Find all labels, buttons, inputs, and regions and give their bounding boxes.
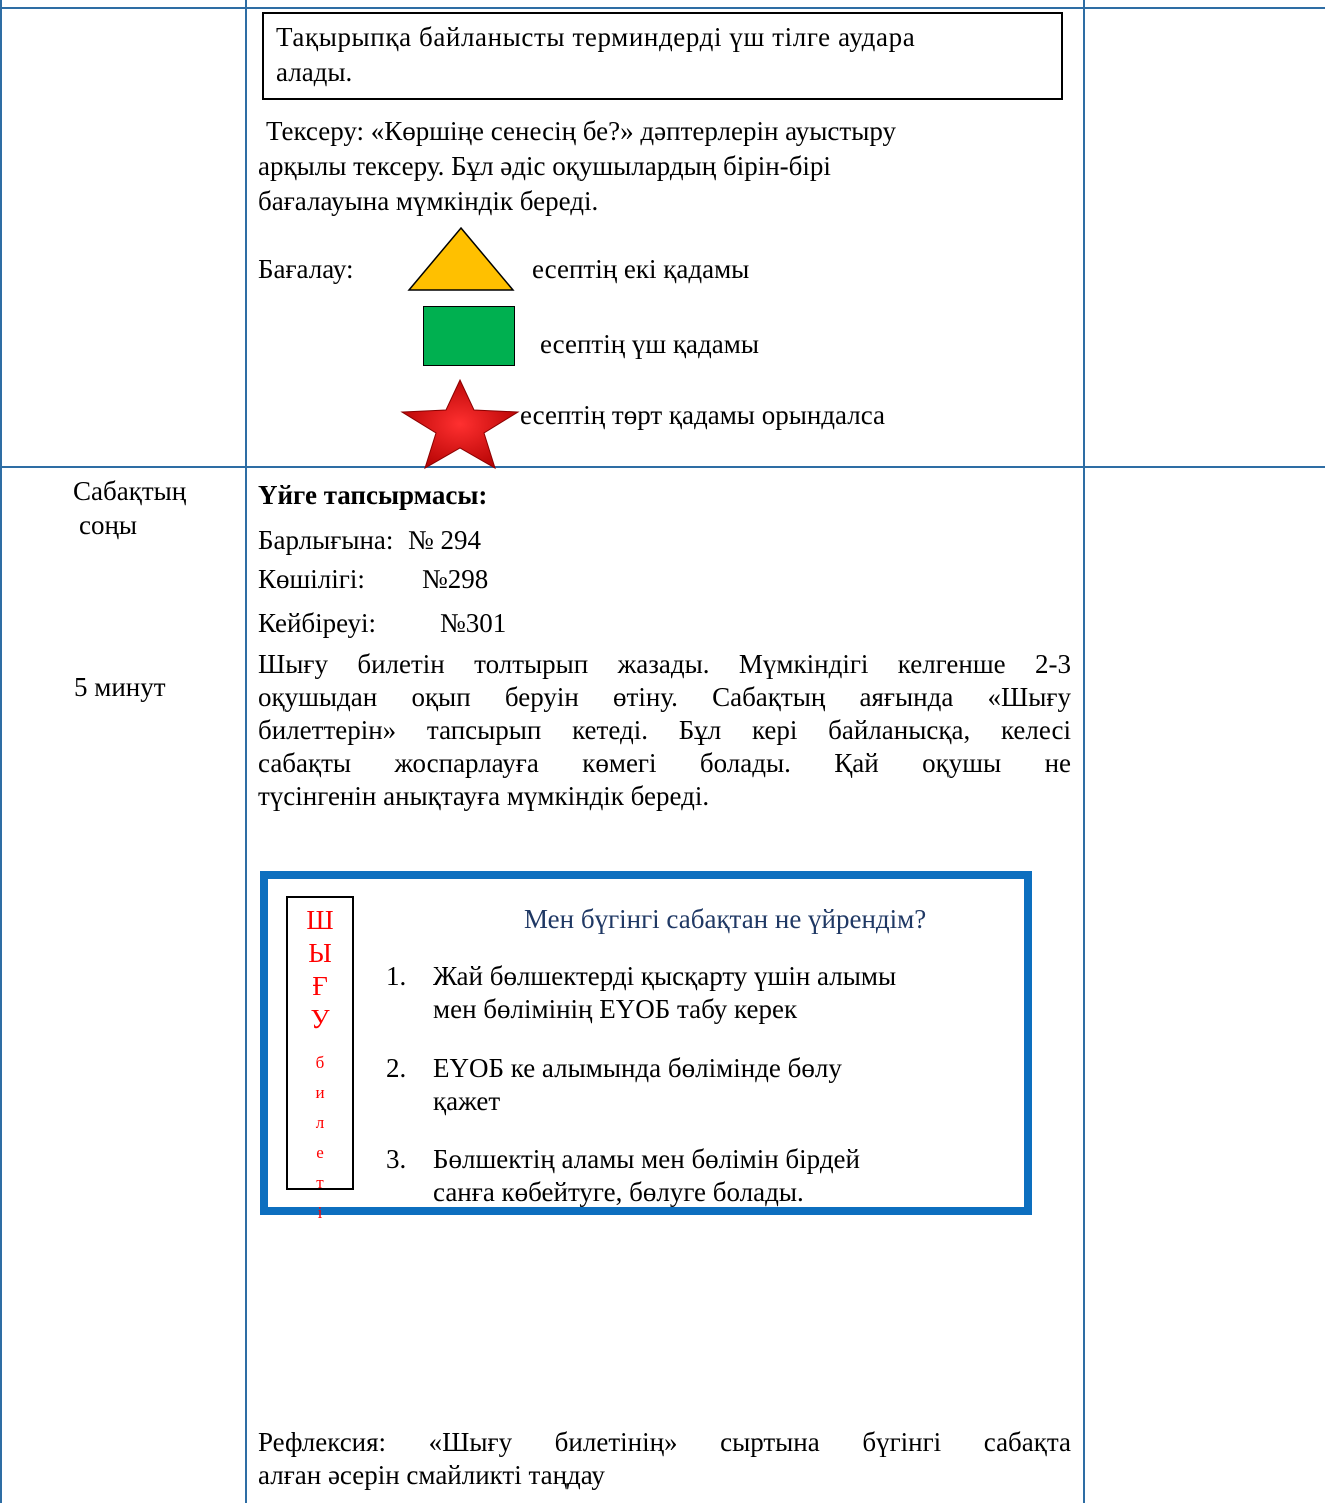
vertical-letter: б <box>315 1053 325 1072</box>
objective-line-1: Тақырыпқа байланысты терминдерді үш тілге аудара <box>276 22 916 52</box>
triangle-icon <box>406 226 516 292</box>
star-icon <box>400 378 520 470</box>
vertical-letter: Ш <box>306 905 334 935</box>
reflection-line-2: алған әсерін смайликті таңдау <box>258 1460 605 1490</box>
list-item-number: 1. <box>386 961 407 991</box>
grading-item-3-text: есептің төрт қадамы орындалса <box>520 400 886 430</box>
vertical-letter: і <box>317 1203 323 1222</box>
reflection-line-1: Рефлексия: «Шығу билетінің» сыртына бүгінгі сабақта <box>258 1427 1071 1457</box>
grading-item-1-text: есептің екі қадамы <box>532 254 750 284</box>
list-item-line: ЕҮОБ ке алымында бөлімінде бөлу <box>433 1053 842 1083</box>
table-border-col1 <box>245 0 247 1503</box>
description-line-2: оқушыдан оқып беруін өтіну. Сабақтың аяғында «Шығу <box>258 682 1071 712</box>
vertical-letter: Ы <box>308 938 332 968</box>
objective-line-2: алады. <box>276 57 353 87</box>
table-border-top <box>0 7 1325 9</box>
check-line-3: бағалауына мүмкіндік береді. <box>258 186 599 216</box>
exit-ticket-card <box>260 871 1032 1222</box>
list-item-line: қажет <box>433 1086 501 1116</box>
table-border-col2 <box>1083 0 1085 1503</box>
triangle-shape <box>409 228 513 290</box>
vertical-letter: е <box>316 1143 324 1162</box>
objective-box <box>262 12 1063 100</box>
list-item-line: Жай бөлшектерді қысқарту үшін алымы <box>433 961 897 991</box>
check-line-1: Тексеру: «Көршіңе сенесің бе?» дәптерлерін ауыстыру <box>266 116 896 146</box>
exit-ticket-question: Мен бүгінгі сабақтан не үйрендім? <box>524 904 927 934</box>
vertical-letter: т <box>316 1173 324 1192</box>
table-border-row-divider <box>0 466 1325 468</box>
homework-group-3: Кейбіреуі: <box>258 608 376 638</box>
homework-task-1: № 294 <box>408 525 482 555</box>
grading-item-2-text: есептің үш қадамы <box>540 329 759 359</box>
table-border-left <box>0 0 2 1503</box>
stage-label-line-2: соңы <box>79 510 138 540</box>
list-item-number: 2. <box>386 1053 407 1083</box>
description-line-1: Шығу билетін толтырып жазады. Мүмкіндігі келгенше 2-3 <box>258 649 1071 679</box>
list-item-line: Бөлшектің аламы мен бөлімін бірдей <box>433 1144 860 1174</box>
description-line-5: түсінгенін анықтауға мүмкіндік береді. <box>258 781 710 811</box>
reflection-paragraph <box>258 1426 1071 1492</box>
description-paragraph <box>258 648 1071 813</box>
vertical-letter: Ғ <box>312 971 328 1001</box>
homework-group-1: Барлығына: <box>258 525 394 555</box>
list-item-line: мен бөлімінің ЕҮОБ табу керек <box>433 994 798 1024</box>
list-item-number: 3. <box>386 1144 407 1174</box>
homework-title: Үйге тапсырмасы: <box>258 480 488 510</box>
description-line-4: сабақты жоспарлауға көмегі болады. Қай оқушы не <box>258 748 1071 778</box>
vertical-letter: л <box>315 1113 325 1132</box>
stage-label-line-1: Сабақтың <box>73 476 187 506</box>
vertical-letter: и <box>315 1083 325 1102</box>
list-item-line: санға көбейтуге, бөлуге болады. <box>433 1177 804 1207</box>
grading-label: Бағалау: <box>258 254 354 284</box>
vertical-letter: У <box>310 1004 330 1034</box>
rectangle-icon <box>423 306 515 366</box>
homework-task-2: №298 <box>422 564 489 594</box>
exit-ticket-vertical-label <box>286 896 354 1222</box>
homework-group-2: Көшілігі: <box>258 564 365 594</box>
description-line-3: билеттерін» тапсырып кетеді. Бұл кері байланысқа, келесі <box>258 715 1071 745</box>
duration: 5 минут <box>74 672 166 702</box>
check-line-2: арқылы тексеру. Бұл әдіс оқушылардың бірін-бірі <box>258 151 831 181</box>
star-shape <box>402 380 518 468</box>
homework-task-3: №301 <box>440 608 507 638</box>
